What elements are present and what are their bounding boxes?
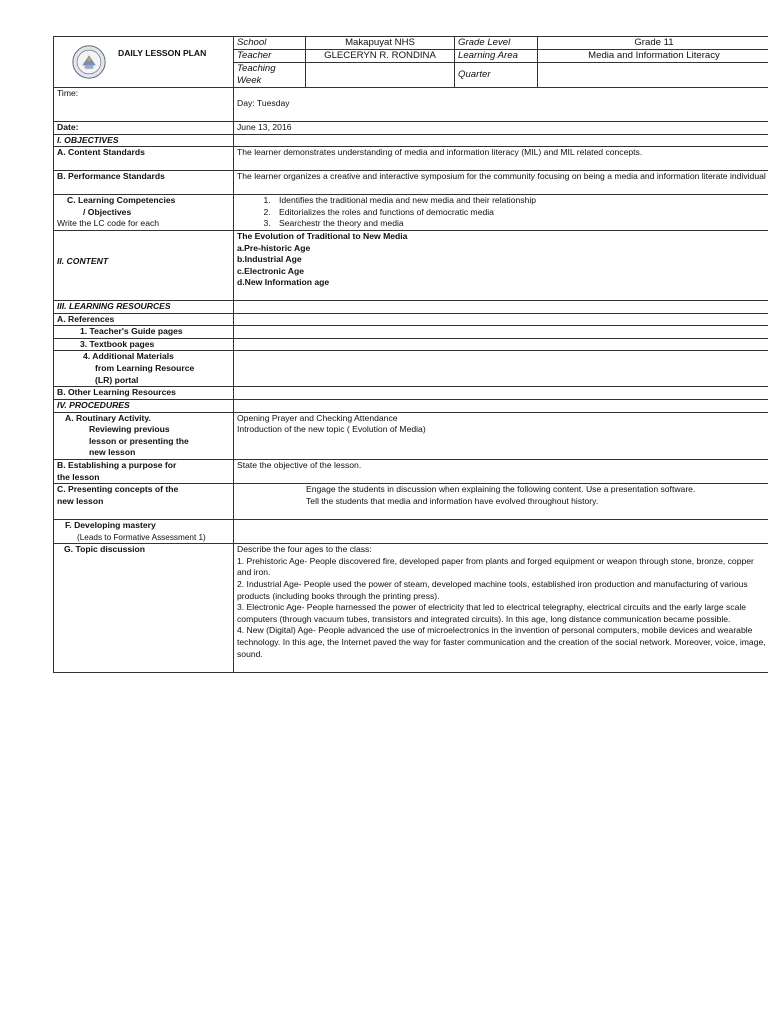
- presenting-label-line2: new lesson: [57, 495, 104, 506]
- quarter-label: Quarter: [455, 63, 538, 88]
- presenting-line: Tell the students that media and information have evolved throughout history.: [306, 495, 599, 506]
- textbook-pages-label: 3. Textbook pages: [54, 338, 234, 351]
- teacher-label: Teacher: [234, 50, 306, 63]
- competencies-value: [234, 195, 768, 231]
- presenting-label: [54, 484, 234, 520]
- lesson-plan-page: [53, 36, 768, 673]
- routinary-label-line3: lesson or presenting the: [89, 435, 189, 446]
- presenting-row: [54, 484, 768, 520]
- objectives-heading: I. OBJECTIVES: [54, 134, 234, 147]
- purpose-label-line1: B. Establishing a purpose for: [57, 459, 177, 470]
- content-standards-label: A. Content Standards: [54, 147, 234, 171]
- routinary-line: Introduction of the new topic ( Evolution of Media): [237, 424, 426, 435]
- teacher-value: GLECERYN R. RONDINA: [306, 50, 455, 63]
- learning-area-label: Learning Area: [455, 50, 538, 63]
- routinary-label-line1: A. Routinary Activity.: [65, 412, 151, 423]
- references-value: [234, 313, 768, 326]
- competencies-row: [54, 195, 768, 231]
- presenting-label-line1: C. Presenting concepts of the: [57, 484, 179, 495]
- topic-value: [234, 544, 768, 673]
- topic-line: 2. Industrial Age- People used the power of steam, developed machine tools, established iron production and manufacturing of various products (including books through the printing press).: [237, 579, 748, 601]
- learning-area-value: Media and Information Literacy: [538, 50, 768, 63]
- performance-standards-label: B. Performance Standards: [54, 171, 234, 195]
- presenting-line: Engage the students in discussion when explaining the following content. Use a presentation software.: [306, 484, 696, 495]
- performance-standards-row: [54, 171, 768, 195]
- competency-item: 3. Searchestr the theory and media: [273, 218, 767, 230]
- additional-materials-value: [234, 351, 768, 387]
- routinary-label-line4: new lesson: [89, 447, 136, 458]
- school-value: Makapuyat NHS: [306, 37, 455, 50]
- content-item: d.New Information age: [237, 277, 330, 288]
- content-value: [234, 230, 768, 300]
- topic-line: Describe the four ages to the class:: [237, 544, 372, 555]
- presenting-value: [234, 484, 768, 520]
- references-row: [54, 313, 768, 326]
- textbook-pages-row: [54, 338, 768, 351]
- textbook-pages-value: [234, 338, 768, 351]
- grade-level-value: Grade 11: [538, 37, 768, 50]
- time-row: [54, 88, 768, 122]
- time-label: Time:: [54, 88, 234, 122]
- competency-item: 1. Identifies the traditional media and new media and their relationship: [273, 195, 767, 207]
- date-value: June 13, 2016: [234, 122, 768, 135]
- day-value: Day: Tuesday: [234, 88, 768, 122]
- competencies-label-line3: Write the LC code for each: [57, 218, 160, 229]
- procedures-heading-row: [54, 399, 768, 412]
- purpose-label-line2: the lesson: [57, 471, 100, 482]
- procedures-heading-blank: [234, 399, 768, 412]
- date-row: [54, 122, 768, 135]
- topic-line: 4. New (Digital) Age- People advanced the use of microelectronics in the invention of personal computers, mobile devices and wearable technology. In this age, the Internet paved the way for faster communication and the creation of the social network. Moreover, voice, image, sound.: [237, 625, 766, 659]
- header-logo-cell: [54, 37, 234, 88]
- competency-item: 2. Editorializes the roles and functions of democratic media: [273, 207, 767, 219]
- mastery-label-line1: F. Developing mastery: [65, 520, 156, 531]
- topic-line: 3. Electronic Age- People harnessed the power of electricity that led to electrical telegraphy, electrical circuits and the early large scale computers (through vacuum tubes, transistors and integrated circuits). In this age, long distance communication became possible.: [237, 602, 747, 624]
- routinary-label-line2: Reviewing previous: [89, 424, 170, 435]
- topic-row: [54, 544, 768, 673]
- content-standards-value: The learner demonstrates understanding of media and information literacy (MIL) and MIL related concepts.: [234, 147, 768, 171]
- references-label: A. References: [54, 313, 234, 326]
- routinary-row: [54, 412, 768, 459]
- competencies-list: [237, 195, 767, 230]
- performance-standards-value: The learner organizes a creative and interactive symposium for the community focusing on being a media and information literate individual: [234, 171, 768, 195]
- content-standards-row: [54, 147, 768, 171]
- school-label: School: [234, 37, 306, 50]
- additional-materials-line2: from Learning Resource: [95, 362, 195, 373]
- content-row: [54, 230, 768, 300]
- resources-heading: III. LEARNING RESOURCES: [54, 300, 234, 313]
- document-title: DAILY LESSON PLAN: [118, 48, 207, 58]
- lesson-body-table: [53, 87, 768, 673]
- resources-heading-blank: [234, 300, 768, 313]
- date-label: Date:: [54, 122, 234, 135]
- mastery-label-line2: (Leads to Formative Assessment 1): [77, 532, 206, 542]
- objectives-heading-blank: [234, 134, 768, 147]
- resources-heading-row: [54, 300, 768, 313]
- other-resources-label: B. Other Learning Resources: [54, 387, 234, 400]
- additional-materials-line1: 4. Additional Materials: [83, 351, 174, 362]
- other-resources-row: [54, 387, 768, 400]
- procedures-heading: IV. PROCEDURES: [54, 399, 234, 412]
- guide-pages-label: 1. Teacher's Guide pages: [54, 326, 234, 339]
- routinary-label: [54, 412, 234, 459]
- purpose-label: [54, 459, 234, 483]
- additional-materials-label: [54, 351, 234, 387]
- competencies-label-line2: / Objectives: [83, 206, 132, 217]
- guide-pages-value: [234, 326, 768, 339]
- content-label: II. CONTENT: [54, 230, 234, 300]
- additional-materials-line3: (LR) portal: [95, 374, 139, 385]
- competencies-label-line1: C. Learning Competencies: [67, 195, 176, 206]
- routinary-value: [234, 412, 768, 459]
- mastery-row: [54, 520, 768, 544]
- other-resources-value: [234, 387, 768, 400]
- teaching-week-value: [306, 63, 455, 88]
- competencies-label: [54, 195, 234, 231]
- mastery-value: [234, 520, 768, 544]
- content-item: c.Electronic Age: [237, 265, 305, 276]
- mastery-label: [54, 520, 234, 544]
- guide-pages-row: [54, 326, 768, 339]
- topic-line: 1. Prehistoric Age- People discovered fire, developed paper from plants and forged equipment or weapon through stone, bronze, copper and iron.: [237, 555, 754, 578]
- quarter-value: [538, 63, 768, 88]
- topic-label: G. Topic discussion: [54, 544, 234, 673]
- content-item: b.Industrial Age: [237, 254, 302, 265]
- teaching-week-label-line1: Teaching: [237, 63, 276, 74]
- content-title: The Evolution of Traditional to New Media: [237, 230, 408, 241]
- teaching-week-label: [234, 63, 306, 88]
- additional-materials-row: [54, 351, 768, 387]
- deped-seal-icon: [72, 45, 106, 79]
- header-table: [53, 36, 768, 88]
- content-item: a.Pre-historic Age: [237, 242, 311, 253]
- objectives-heading-row: [54, 134, 768, 147]
- purpose-row: [54, 459, 768, 483]
- teaching-week-label-line2: Week: [237, 75, 262, 86]
- purpose-value: State the objective of the lesson.: [234, 459, 768, 483]
- grade-level-label: Grade Level: [455, 37, 538, 50]
- routinary-line: Opening Prayer and Checking Attendance: [237, 412, 398, 423]
